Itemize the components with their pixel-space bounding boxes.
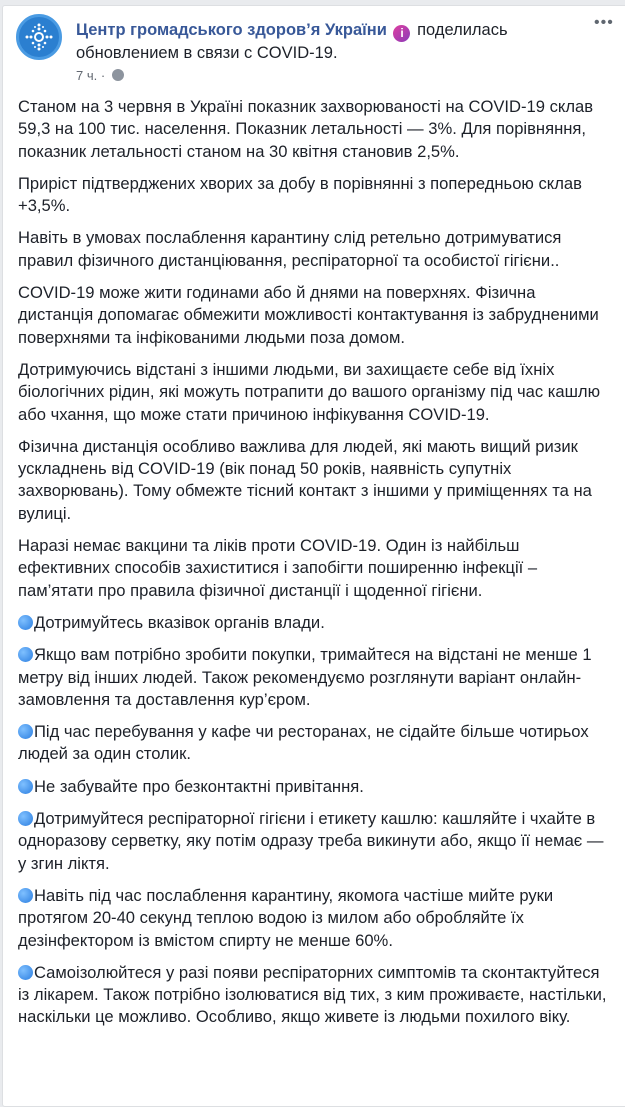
bullet-item xyxy=(18,808,610,875)
bullet-text: Навіть під час послаблення карантину, якомога частіше мийте руки протягом 20-40 секунд теплою водою із милом або обробляйте їх дезінфектором із вмістом спирту не менше 60%. xyxy=(18,885,554,950)
phc-logo-icon xyxy=(19,17,59,57)
bullet-text: Дотримуйтесь вказівок органів влади. xyxy=(34,612,325,632)
page-avatar[interactable] xyxy=(16,14,62,60)
bullet-text: Самоізолюйтеся у разі появи респіраторних симптомів та сконтактуйтеся із лікарем. Також потрібно ізолюватися від тих, з ким проживаєте, настільки, наскільки це можливо. Особливо, якщо живете із людьми похилого віку. xyxy=(18,962,607,1027)
bullet-item xyxy=(18,776,610,798)
info-icon[interactable]: i xyxy=(393,25,410,42)
bullet-item xyxy=(18,962,610,1029)
blue-circle-icon xyxy=(18,615,33,630)
post-action: поделилась обновлением в связи с COVID-19. xyxy=(76,21,508,62)
post-time[interactable]: 7 ч. xyxy=(76,68,98,83)
paragraph: Дотримуючись відстані з іншими людьми, ви захищаєте себе від їхніх біологічних рідин, які можуть потрапити до вашого організму під час кашлю або чхання, що може стати причиною інфікування COVID-19. xyxy=(18,359,601,424)
blue-circle-icon xyxy=(18,888,33,903)
bullet-text: Під час перебування у кафе чи ресторанах, не сідайте більше чотирьох людей за один столик. xyxy=(18,722,589,764)
blue-circle-icon xyxy=(18,647,33,662)
paragraph: Навіть в умовах послаблення карантину слід ретельно дотримуватися правил фізичного дистанціювання, респіраторної та особистої гігієни.. xyxy=(18,228,562,270)
paragraph: Приріст підтверджених хворих за добу в порівнянні з попередньою склав +3,5%. xyxy=(18,173,582,216)
separator: · xyxy=(100,68,106,83)
paragraph: Фізична дистанція особливо важлива для людей, які мають вищий ризик ускладнень від COVID-19 (вік понад 50 років, наявність супутніх захворювань). Тому обмежте тісний контакт з іншими у приміщеннях та на вулиці. xyxy=(18,436,592,523)
bullet-item xyxy=(18,644,610,711)
bullet-item xyxy=(18,721,610,766)
blue-circle-icon xyxy=(18,779,33,794)
paragraph: COVID-19 може жити годинами або й днями на поверхнях. Фізична дистанція допомагає обмежити можливості контактування із забрудненими поверхнями та інфікованими людьми поза домом. xyxy=(18,283,599,347)
post-header xyxy=(76,19,556,65)
more-options-button[interactable]: ••• xyxy=(594,14,614,31)
author-link[interactable]: Центр громадського здоров’я України xyxy=(76,21,387,39)
globe-icon[interactable] xyxy=(112,69,124,81)
bullet-item xyxy=(18,612,610,634)
bullet-text: Дотримуйтеся респіраторної гігієни і етикету кашлю: кашляйте і чхайте в одноразову серветку, яку потім одразу треба викинути або, якщо її немає — у згин ліктя. xyxy=(18,809,604,873)
post-body xyxy=(18,96,610,1039)
bullet-text: Якщо вам потрібно зробити покупки, тримайтеся на відстані не менше 1 метру від інших людей. Також рекомендуємо розглянути варіант онлайн-замовлення та доставлення кур’єром. xyxy=(18,645,592,709)
blue-circle-icon xyxy=(18,965,33,980)
post-meta xyxy=(76,68,124,83)
paragraph: Станом на 3 червня в Україні показник захворюваності на COVID-19 склав 59,3 на 100 тис. населення. Показник летальності — 3%. Для порівняння, показник летальності станом на 30 квітня становив 2,5%. xyxy=(18,97,594,161)
paragraph: Наразі немає вакцини та ліків проти COVID-19. Один із найбільш ефективних способів захиститися і запобігти поширенню інфекції – пам’ятати про правила фізичної дистанції і щоденної гігієни. xyxy=(18,536,538,600)
blue-circle-icon xyxy=(18,811,33,826)
bullet-text: Не забувайте про безконтактні привітання. xyxy=(34,776,364,796)
bullet-item xyxy=(18,885,610,952)
blue-circle-icon xyxy=(18,724,33,739)
